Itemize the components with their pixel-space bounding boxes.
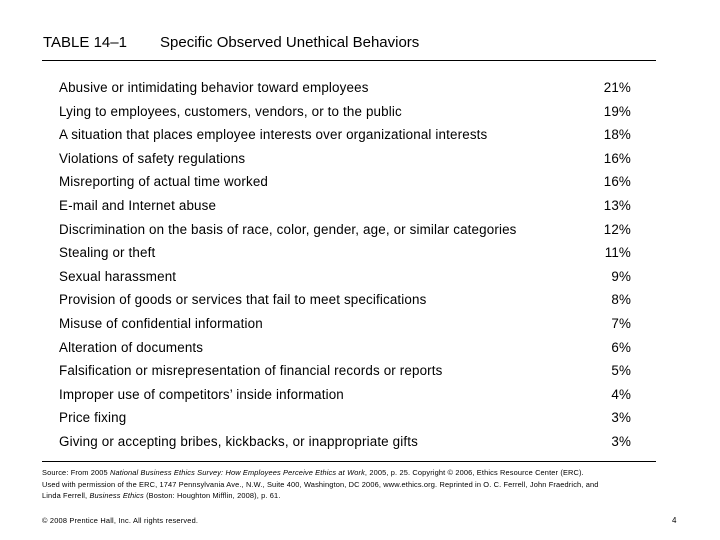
table-row: [0, 340, 720, 360]
table-row: [0, 363, 720, 383]
table-row: [0, 434, 720, 454]
behavior-percent: 5%: [611, 363, 631, 379]
behavior-label: Giving or accepting bribes, kickbacks, or inappropriate gifts: [59, 434, 418, 449]
behavior-label: Discrimination on the basis of race, color, gender, age, or similar categories: [59, 221, 517, 237]
behavior-label: Abusive or intimidating behavior toward employees: [59, 80, 369, 95]
behavior-label: Provision of goods or services that fail to meet specifications: [59, 292, 427, 308]
behavior-percent: 18%: [603, 127, 631, 143]
table-row: [0, 174, 720, 194]
table-row: [0, 151, 720, 171]
source-suffix: (Boston: Houghton Mifflin, 2008), p. 61.: [143, 491, 281, 500]
behavior-label: Falsification or misrepresentation of financial records or reports: [59, 363, 443, 379]
table-row: [0, 387, 720, 407]
table-row: [0, 198, 720, 218]
behavior-label: A situation that places employee interests over organizational interests: [59, 127, 488, 143]
behavior-percent: 16%: [603, 150, 631, 166]
source-book-title: Business Ethics: [89, 491, 144, 500]
source-details: , 2005, p. 25. Copyright © 2006, Ethics Resource Center (ERC). Used with permission of the ERC, 1747 Pennsylvania Ave., N.W., Suite 400, Washington, DC 2006, www.ethics.org. Reprinted in O. C. Ferrell, John Fraedrich, and Linda Ferrell,: [42, 468, 599, 500]
behavior-percent: 3%: [611, 410, 631, 426]
behavior-percent: 19%: [603, 103, 631, 119]
table-title: Specific Observed Unethical Behaviors: [160, 34, 420, 51]
behavior-percent: 4%: [611, 386, 631, 402]
table-row: [0, 127, 720, 147]
table-row: [0, 316, 720, 336]
behavior-percent: 21%: [603, 80, 631, 95]
bottom-divider: [42, 461, 656, 462]
source-prefix: Source: From 2005: [42, 468, 111, 477]
table-row: [0, 80, 720, 100]
behavior-label: Violations of safety regulations: [59, 150, 246, 166]
behavior-percent: 9%: [611, 268, 631, 284]
table-row: [0, 269, 720, 289]
table-number: TABLE 14–1: [43, 34, 127, 51]
behavior-percent: 16%: [603, 174, 631, 190]
behavior-label: Alteration of documents: [59, 339, 204, 355]
top-divider: [42, 60, 656, 61]
behavior-label: Sexual harassment: [59, 268, 177, 284]
behavior-label: Lying to employees, customers, vendors, or to the public: [59, 103, 402, 119]
behavior-percent: 13%: [603, 198, 631, 213]
behavior-percent: 7%: [611, 316, 631, 331]
behavior-label: E-mail and Internet abuse: [59, 198, 217, 213]
table-row: [0, 292, 720, 312]
behavior-percent: 12%: [603, 221, 631, 237]
behavior-percent: 11%: [604, 245, 631, 261]
behavior-percent: 8%: [611, 292, 631, 308]
behavior-label: Misreporting of actual time worked: [59, 174, 269, 190]
behavior-percent: 6%: [611, 339, 631, 355]
behavior-percent: 3%: [611, 434, 631, 449]
table-row: [0, 222, 720, 242]
table-row: [0, 245, 720, 265]
behavior-label: Misuse of confidential information: [59, 316, 263, 331]
table-row: [0, 410, 720, 430]
table-header: [0, 34, 720, 56]
behavior-label: Improper use of competitors’ inside information: [59, 386, 344, 402]
behavior-label: Price fixing: [59, 410, 127, 426]
source-note: [42, 467, 602, 502]
behavior-label: Stealing or theft: [59, 245, 156, 261]
source-survey-title: National Business Ethics Survey: How Employees Perceive Ethics at Work: [110, 468, 365, 477]
page-number: 4: [672, 516, 677, 525]
copyright-notice: © 2008 Prentice Hall, Inc. All rights reserved.: [42, 516, 199, 525]
table-row: [0, 104, 720, 124]
